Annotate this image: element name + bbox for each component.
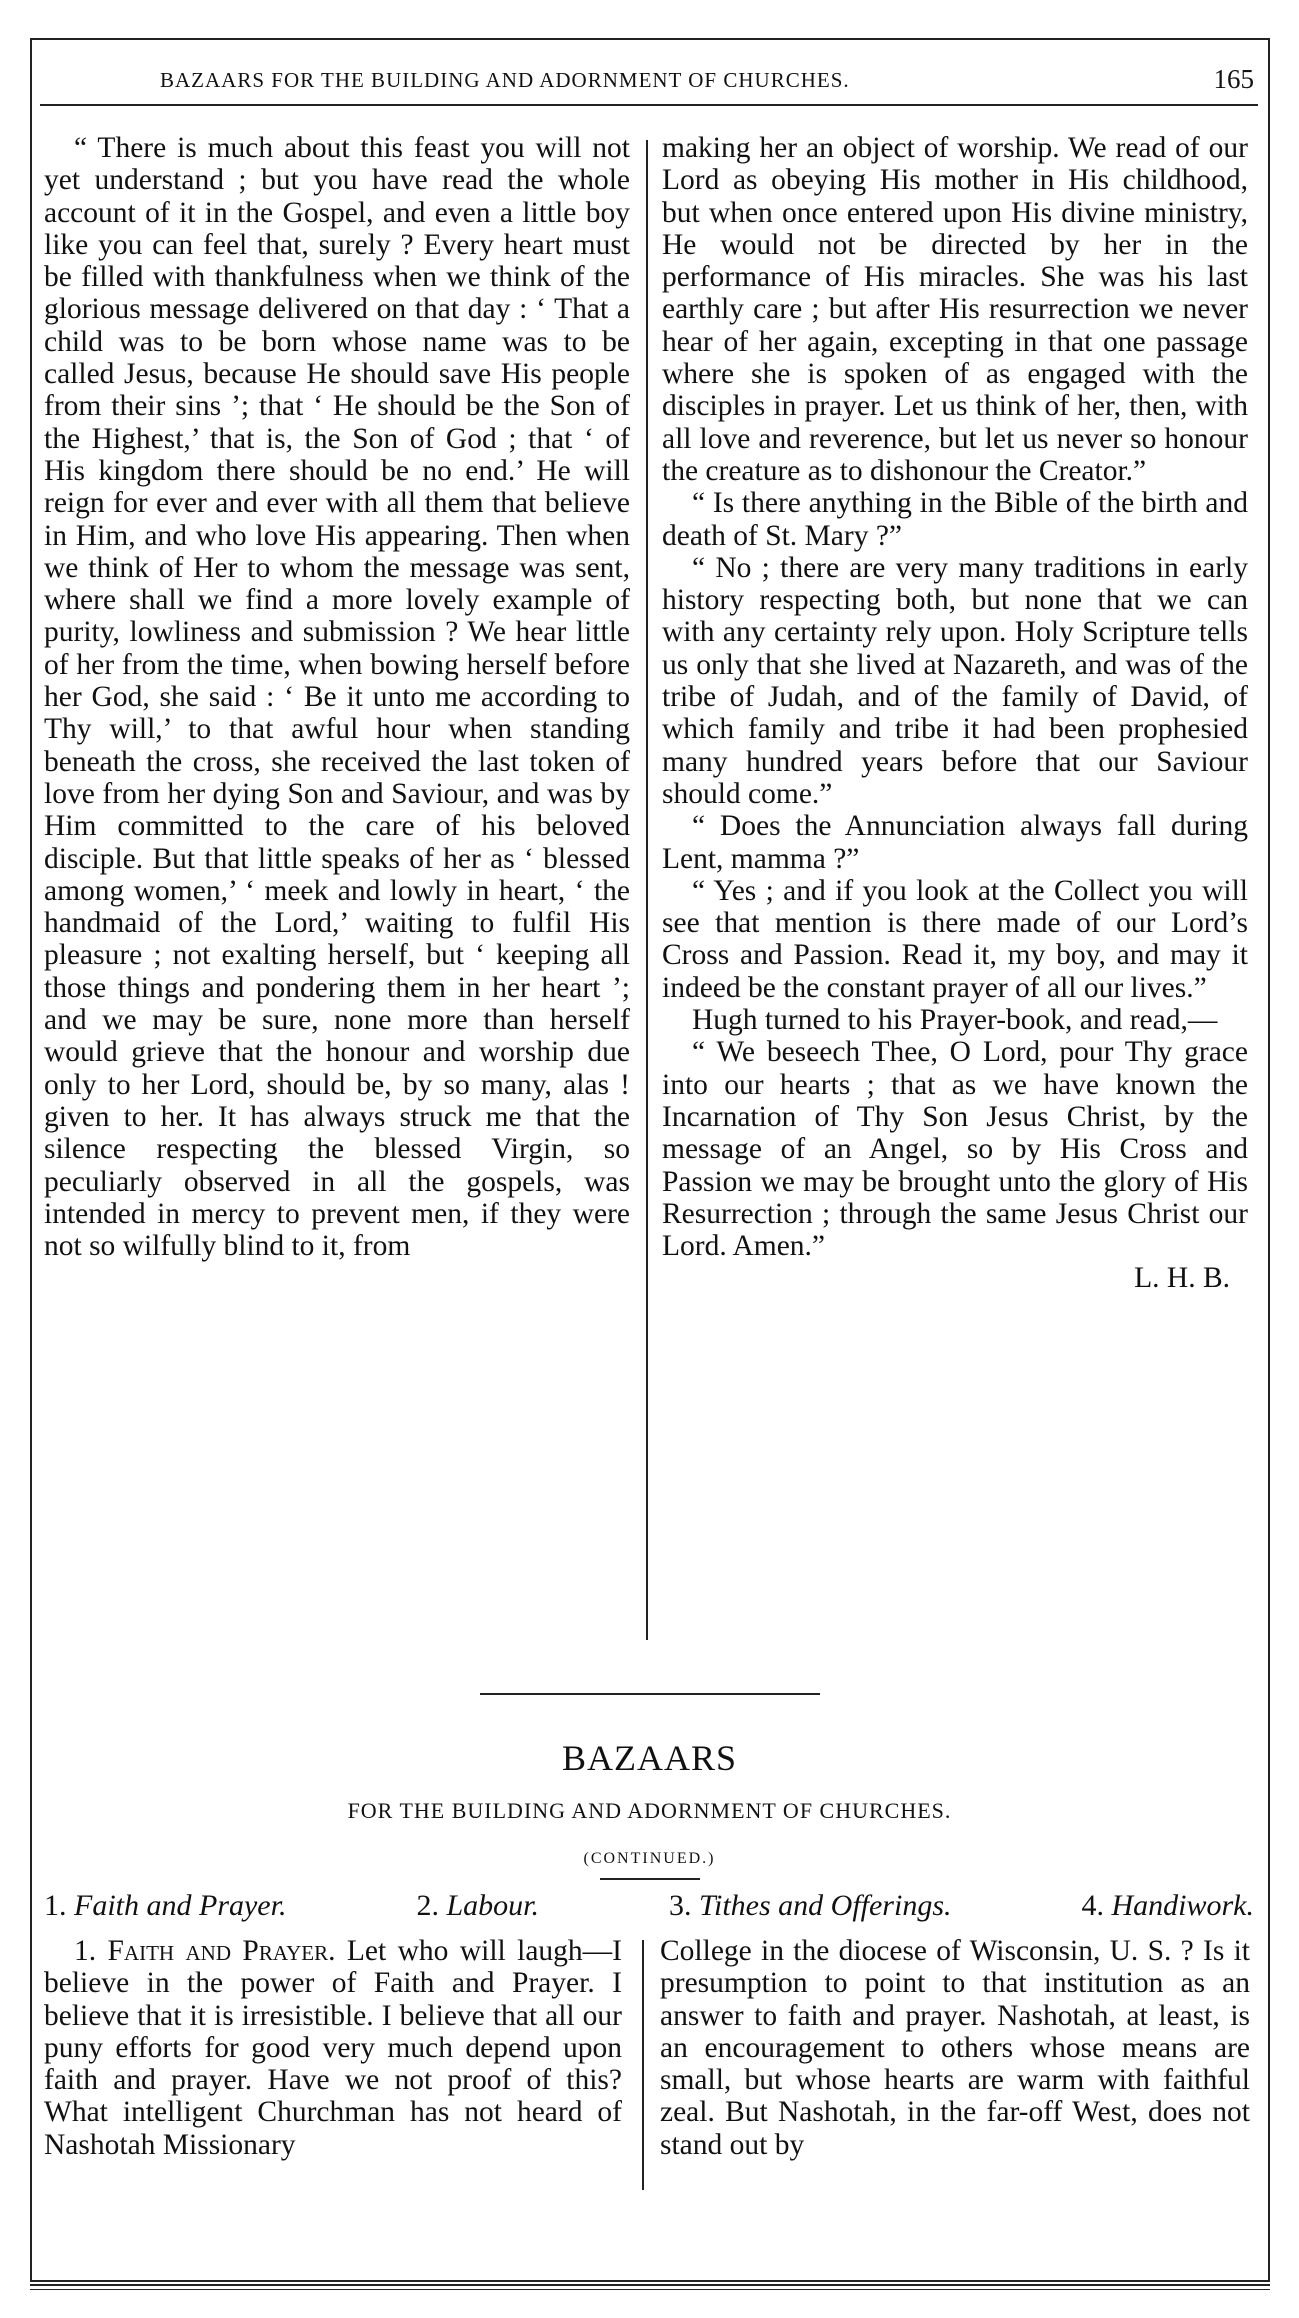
page-number: 165 (1213, 64, 1254, 94)
topic: 1. Faith and Prayer. (44, 1889, 287, 1922)
body-left-column (44, 1935, 622, 2161)
topics-line (44, 1889, 1254, 1923)
right-column-paragraph: “ Yes ; and if you look at the Collect you will see that mention is there made of our Lord’s Cross and Passion. Read it, my boy, and may it indeed be the constant prayer of all our lives.” (662, 874, 1248, 1004)
topic: 3. Tithes and Offerings. (668, 1889, 952, 1922)
left-column-paragraph: “ There is much about this feast you will not yet understand ; but you have read the whole account of it in the Gospel, and even a little boy like you can feel that, surely ? Every heart must be filled with thankfulness when we think of the glorious message delivered on that day : ‘ That a child was to be born whose name was to be called Jesus, because He should save His people from their sins ’; that ‘ He should be the Son of the Highest,’ that is, the Son of God ; that ‘ of His kingdom there should be no end.’ He will reign for ever and ever with all them that believe in Him, and who love His appearing. Then when we think of Her to whom the message was sent, where shall we find a more lovely example of purity, lowliness and submission ? We hear little of her from the time, when bowing herself before her God, she said : ‘ Be it unto me according to Thy will,’ to that awful hour when standing beneath the cross, she received the last token of love from her dying Son and Saviour, and was by Him committed to the care of his beloved disciple. But that little speaks of her as ‘ blessed among women,’ ‘ meek and lowly in heart, ‘ the handmaid of the Lord,’ waiting to fulfil His pleasure ; not exalting herself, but ‘ keeping all those things and pondering them in her heart ’; and we may be sure, none more than herself would grieve that the honour and worship due only to her Lord, should be, by so many, alas ! given to her. It has always struck me that the silence respecting the blessed Virgin, so peculiarly observed in all the gospels, was intended in mercy to prevent men, if they were not so wilfully blind to it, from (44, 132, 630, 1263)
section-separator (480, 1693, 820, 1695)
topic: 4. Handiwork. (1081, 1889, 1254, 1922)
body-left-paragraph: 1. Faith and Prayer. Let who will laugh—I believe in the power of Faith and Prayer. I believe that it is irresistible. I believe that all our puny efforts for good very much depend upon faith and prayer. Have we not proof of this? What intelligent Churchman has not heard of Nashotah Missionary (44, 1935, 622, 2161)
right-column-paragraph: “ Does the Annunciation always fall during Lent, mamma ?” (662, 810, 1248, 875)
left-column (44, 132, 630, 1262)
right-column-paragraph: “ No ; there are very many traditions in early history respecting both, but none that we can with any certainty rely upon. Holy Scripture tells us only that she lived at Nazareth, and was of the tribe of Judah, and of the family of David, of which family and tribe it had been prophesied many hundred years before that our Saviour should come.” (662, 551, 1248, 810)
continued-rule (600, 1878, 700, 1880)
right-column-paragraph: “ Is there anything in the Bible of the birth and death of St. Mary ?” (662, 487, 1248, 552)
continued-label: (CONTINUED.) (583, 1850, 716, 1867)
section-title: BAZAARS (561, 1738, 738, 1778)
section-subtitle: FOR THE BUILDING AND ADORNMENT OF CHURCHES. (347, 1798, 952, 1823)
body-column-divider (642, 1940, 644, 2190)
body-right-column (660, 1935, 1250, 2161)
column-divider (646, 140, 648, 1640)
page-header (80, 62, 1260, 102)
right-column-paragraph: making her an object of worship. We read of our Lord as obeying His mother in His childhood, but when once entered upon His divine ministry, He would not be directed by her in the performance of His miracles. She was his last earthly care ; but after His resurrection we never hear of her again, excepting in that one passage where she is spoken of as engaged with the disciples in prayer. Let us think of her, then, with all love and reverence, but let us never so honour the creature as to dishonour the Creator.” (662, 132, 1248, 487)
body-right-paragraph: College in the diocese of Wisconsin, U. S. ? Is it presumption to point to that institution as an answer to faith and prayer. Nashotah, at least, is an encouragement to others whose means are small, but whose hearts are warm with faithful zeal. But Nashotah, in the far-off West, does not stand out by (660, 1935, 1250, 2161)
body-left-heading: 1. Faith and Prayer. (74, 1935, 336, 1967)
header-rule (40, 104, 1258, 106)
right-column (662, 132, 1248, 1295)
right-column-paragraph: “ We beseech Thee, O Lord, pour Thy grace into our hearts ; that as we have known the Incarnation of Thy Son Jesus Christ, by the message of an Angel, so by His Cross and Passion we may be brought unto the glory of His Resurrection ; through the same Jesus Christ our Lord. Amen.” (662, 1036, 1248, 1263)
right-column-paragraph: Hugh turned to his Prayer-book, and read,— (692, 1004, 1218, 1037)
running-head: BAZAARS FOR THE BUILDING AND ADORNMENT OF CHURCHES. (160, 68, 850, 92)
bottom-double-rule (30, 2284, 1270, 2290)
topic: 2. Labour. (416, 1889, 539, 1922)
signature: L. H. B. (1134, 1262, 1230, 1295)
